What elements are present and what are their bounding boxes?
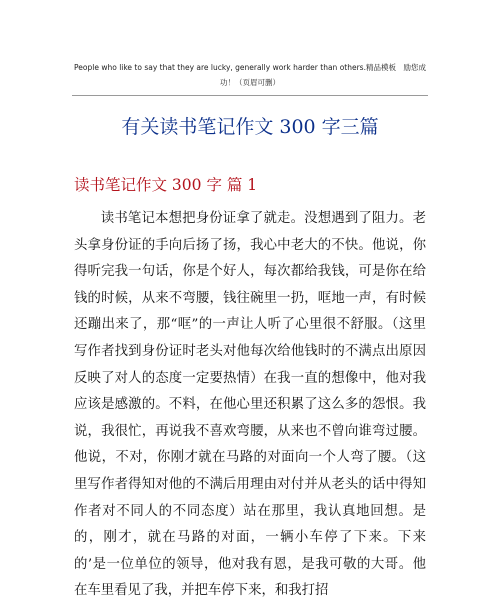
body-paragraph: 读书笔记本想把身份证拿了就走。没想遇到了阻力。老头拿身份证的手向后扬了扬，我心中老大的不快。他说，你得听完我一句话，你是个好人，每次都给我钱，可是你在给钱的时候，从来不弯腰，钱往碗里一扔，哐地一声，有时候还蹦出来了，那“哐”的一声让人听了心里很不舒服。（这里写作者找到身份证时老头对他每次给他钱时的不满点出原因反映了对人的态度一定要热情）在我一直的想像中，他对我应该是感激的。不料，在他心里还积累了这么多的怨恨。我说，我很忙，再说我不喜欢弯腰，从来也不曾向谁弯过腰。他说，不对，你刚才就在马路的对面向一个人弯了腰。（这里写作者得知对他的不满后用理由对付并从老头的话中得知作者对不同人的不同态度）站在那里，我认真地回想。是的，刚才，就在马路的对面，一辆小车停了下来。下来的’是一位单位的领导，他对我有恩，是我可敬的大哥。他在车里看见了我，并把车停下来，和我打招 <box>74 211 426 599</box>
document-title: 有关读书笔记作文 300 字三篇 <box>121 116 379 138</box>
section-heading: 读书笔记作文 300 字 篇 1 <box>74 176 258 194</box>
header-divider <box>72 95 428 96</box>
page-header-note: People who like to say that they are lucky, generally work harder than others.精品模板 励您成功！（页眉可删） <box>74 63 426 87</box>
